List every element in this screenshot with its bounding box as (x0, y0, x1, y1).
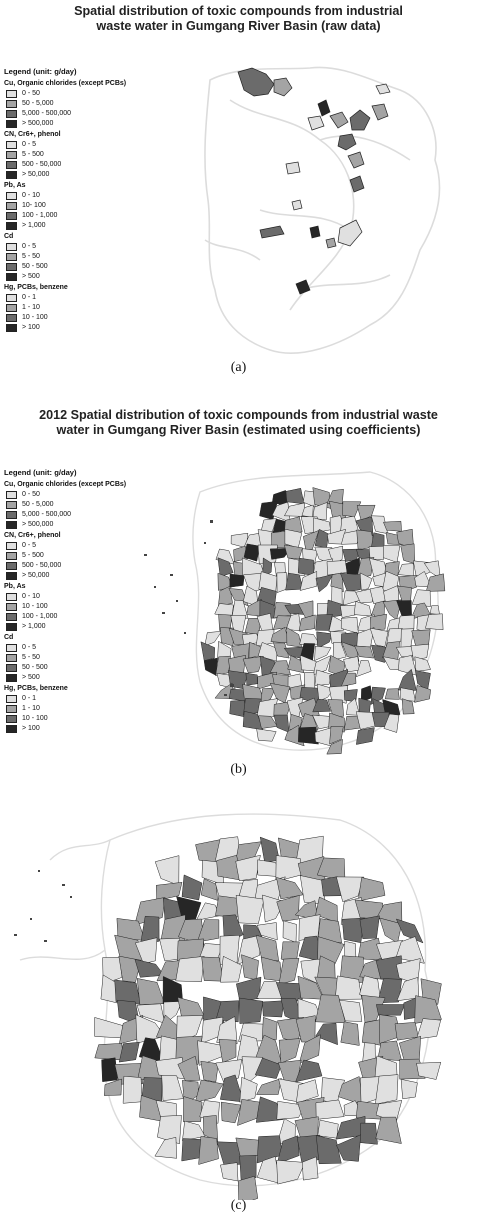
legend-class-row (6, 109, 126, 119)
district-polygon (318, 1120, 339, 1138)
legend-class-row (6, 500, 126, 510)
legend-class-label: 0 - 50 (22, 491, 40, 498)
district-polygon (344, 657, 360, 672)
legend-class-row (6, 714, 126, 724)
legend-class-label: > 50,000 (22, 171, 50, 178)
legend-class-label: 5,000 - 500,000 (22, 110, 72, 117)
district-polygon (327, 561, 347, 576)
legend-class-label: > 500,000 (22, 120, 54, 127)
legend-class-label: 0 - 10 (22, 192, 40, 199)
district-polygon (315, 670, 332, 686)
panel-a-legend (4, 68, 126, 333)
district-polygon (137, 978, 164, 1004)
panel-b-title-line1: 2012 Spatial distribution of toxic compounds from industrial waste (39, 408, 438, 422)
legend-swatch (6, 521, 17, 529)
legend-group-title: Pb, As (4, 583, 26, 590)
panel-b-legend (4, 469, 126, 734)
district-polygon (356, 728, 374, 745)
legend-class-label: 1 - 10 (22, 705, 40, 712)
legend-class-label: 5 - 50 (22, 253, 40, 260)
district-polygon (182, 875, 202, 900)
legend-swatch (6, 725, 17, 733)
district-polygon (372, 533, 385, 548)
district-polygon (162, 1075, 184, 1100)
district-polygon (401, 544, 415, 564)
district-polygon (370, 628, 388, 647)
district-polygons-c (95, 836, 442, 1200)
district-polygon (277, 573, 287, 593)
district-polygon (279, 1039, 300, 1064)
district-polygon (411, 644, 429, 660)
district-polygon (277, 895, 300, 921)
legend-group-title: Cu, Organic chlorides (except PCBs) (4, 481, 127, 488)
legend-class-row (6, 211, 126, 221)
legend-class-row (6, 520, 126, 530)
panel-b-title (0, 408, 477, 438)
legend-swatch (6, 151, 17, 159)
legend-swatch (6, 324, 17, 332)
legend-class-row (6, 704, 126, 714)
legend-class-row (6, 313, 126, 323)
district-polygon (95, 1043, 124, 1060)
scatter-islets-c (14, 870, 72, 942)
legend-class-label: 10 - 100 (22, 314, 48, 321)
district-polygon (415, 685, 431, 702)
district-polygon (241, 955, 258, 980)
legend-class-row (6, 272, 126, 282)
legend-swatch (6, 141, 17, 149)
legend-class-label: 0 - 50 (22, 90, 40, 97)
legend-class-row (6, 160, 126, 170)
district-polygon (201, 642, 215, 661)
legend-swatch (6, 542, 17, 550)
legend-class-label: 10 - 100 (22, 715, 48, 722)
district-polygon (95, 1017, 124, 1038)
legend-swatch (6, 674, 17, 682)
district-polygon (239, 998, 263, 1024)
legend-class-row (6, 170, 126, 180)
panel-a-title (0, 4, 477, 34)
legend-class-row (6, 140, 126, 150)
legend-class-label: 0 - 5 (22, 644, 37, 651)
district-polygon (299, 615, 315, 631)
legend-class-label: 500 - 50,000 (22, 161, 62, 168)
district-polygon (102, 1058, 118, 1082)
legend-swatch (6, 161, 17, 169)
district-polygon (220, 1163, 238, 1181)
legend-class-label: 5,000 - 500,000 (22, 511, 72, 518)
legend-class-row (6, 694, 126, 704)
legend-class-row (6, 561, 126, 571)
district-polygon (383, 545, 400, 562)
legend-class-label: > 1,000 (22, 623, 46, 630)
panel-c-map (10, 800, 470, 1200)
legend-group-title: Hg, PCBs, benzene (4, 284, 68, 291)
legend-swatch (6, 572, 17, 580)
legend-class-label: > 50,000 (22, 572, 50, 579)
district-polygon (426, 574, 445, 592)
legend-swatch (6, 171, 17, 179)
legend-class-row (6, 293, 126, 303)
legend-swatch (6, 100, 17, 108)
legend-swatch (6, 304, 17, 312)
legend-class-row (6, 242, 126, 252)
legend-swatch (6, 603, 17, 611)
legend-swatch (6, 552, 17, 560)
legend-class-label: > 500 (22, 273, 40, 280)
district-polygon (385, 689, 399, 700)
legend-class-label: 10 - 100 (22, 603, 48, 610)
district-polygon (360, 916, 380, 939)
legend-class-label: 50 - 5,000 (22, 100, 54, 107)
legend-class-row (6, 89, 126, 99)
legend-class-label: 0 - 5 (22, 542, 37, 549)
legend-class-row (6, 551, 126, 561)
legend-class-row (6, 673, 126, 683)
district-polygon (257, 1078, 282, 1094)
district-polygon (155, 1137, 177, 1158)
legend-swatch (6, 253, 17, 261)
legend-class-row (6, 119, 126, 129)
panel-a-caption: (a) (230, 360, 247, 375)
district-polygon (341, 1022, 360, 1046)
district-polygon (277, 1160, 305, 1184)
district-polygon (316, 1136, 341, 1164)
legend-class-label: 500 - 50,000 (22, 562, 62, 569)
district-polygon (219, 1039, 236, 1062)
legend-swatch (6, 644, 17, 652)
legend-swatch (6, 273, 17, 281)
legend-class-row (6, 643, 126, 653)
district-polygon (376, 1005, 404, 1016)
district-polygon (276, 856, 302, 882)
legend-swatch (6, 654, 17, 662)
legend-class-row (6, 663, 126, 673)
legend-swatch (6, 212, 17, 220)
legend-swatch (6, 314, 17, 322)
legend-class-row (6, 99, 126, 109)
legend-class-label: 0 - 1 (22, 294, 37, 301)
district-polygon (262, 1001, 284, 1017)
legend-swatch (6, 705, 17, 713)
legend-class-row (6, 724, 126, 734)
legend-swatch (6, 593, 17, 601)
legend-class-label: 0 - 10 (22, 593, 40, 600)
legend-class-label: 10- 100 (22, 202, 46, 209)
legend-group-title: Cu, Organic chlorides (except PCBs) (4, 80, 127, 87)
legend-class-row (6, 592, 126, 602)
legend-swatch (6, 511, 17, 519)
panel-c-caption: (c) (230, 1198, 247, 1213)
district-polygon (199, 1136, 219, 1164)
district-polygon (155, 856, 179, 886)
legend-swatch (6, 294, 17, 302)
district-polygon (201, 1061, 219, 1082)
legend-class-row (6, 303, 126, 313)
legend-header: Legend (unit: g/day) (4, 67, 77, 76)
panel-a-map (200, 60, 450, 370)
legend-class-row (6, 150, 126, 160)
legend-class-label: 100 - 1,000 (22, 212, 58, 219)
district-polygon (284, 545, 302, 559)
legend-class-label: > 500 (22, 674, 40, 681)
legend-swatch (6, 664, 17, 672)
district-polygon (354, 601, 371, 616)
district-polygon (298, 558, 314, 576)
district-polygon (246, 673, 258, 685)
legend-group-title: Hg, PCBs, benzene (4, 685, 68, 692)
legend-swatch (6, 120, 17, 128)
legend-class-row (6, 653, 126, 663)
legend-swatch (6, 562, 17, 570)
legend-class-label: 5 - 500 (22, 151, 44, 158)
legend-swatch (6, 192, 17, 200)
legend-class-row (6, 602, 126, 612)
legend-class-row (6, 510, 126, 520)
legend-class-row (6, 252, 126, 262)
legend-class-row (6, 490, 126, 500)
district-polygon (221, 1102, 241, 1123)
legend-swatch (6, 715, 17, 723)
legend-class-row (6, 622, 126, 632)
legend-class-row (6, 262, 126, 272)
district-polygon (335, 976, 362, 1000)
district-polygon (375, 1075, 398, 1105)
district-polygons-a (238, 68, 390, 294)
district-polygon (119, 1042, 139, 1062)
legend-class-row (6, 612, 126, 622)
district-polygon (176, 956, 205, 982)
district-polygon (228, 655, 245, 673)
legend-swatch (6, 263, 17, 271)
legend-class-row (6, 541, 126, 551)
district-polygon (236, 895, 264, 924)
district-polygon (398, 564, 413, 576)
legend-swatch (6, 623, 17, 631)
legend-group-title: Cd (4, 634, 14, 641)
legend-swatch (6, 110, 17, 118)
district-polygon (195, 1080, 223, 1102)
district-polygon (430, 606, 439, 615)
district-polygon (204, 658, 217, 675)
district-polygon (279, 958, 299, 984)
district-polygon (404, 998, 416, 1020)
district-polygon (230, 574, 244, 587)
legend-swatch (6, 243, 17, 251)
legend-class-label: 50 - 5,000 (22, 501, 54, 508)
legend-class-row (6, 191, 126, 201)
legend-class-label: > 100 (22, 324, 40, 331)
district-polygon (104, 1079, 121, 1096)
district-polygon (341, 617, 358, 633)
legend-class-label: 5 - 50 (22, 654, 40, 661)
panel-b-caption: (b) (230, 762, 247, 777)
legend-class-label: > 100 (22, 725, 40, 732)
legend-swatch (6, 222, 17, 230)
district-polygons-b (201, 488, 445, 755)
legend-swatch (6, 90, 17, 98)
district-polygon (360, 1123, 377, 1144)
panel-b-map (140, 462, 460, 762)
district-polygon (401, 1079, 417, 1099)
district-polygon (286, 488, 304, 504)
legend-group-title: CN, Cr6+, phenol (4, 131, 61, 138)
legend-class-row (6, 571, 126, 581)
legend-swatch (6, 202, 17, 210)
legend-class-label: 50 - 500 (22, 664, 48, 671)
legend-swatch (6, 613, 17, 621)
legend-class-label: 0 - 5 (22, 243, 37, 250)
legend-header: Legend (unit: g/day) (4, 468, 77, 477)
legend-group-title: Cd (4, 233, 14, 240)
legend-swatch (6, 501, 17, 509)
legend-group-title: CN, Cr6+, phenol (4, 532, 61, 539)
legend-class-label: 50 - 500 (22, 263, 48, 270)
legend-class-label: 0 - 1 (22, 695, 37, 702)
legend-class-row (6, 201, 126, 211)
legend-class-label: > 1,000 (22, 222, 46, 229)
district-polygon (283, 921, 297, 943)
legend-class-label: 100 - 1,000 (22, 613, 58, 620)
legend-class-label: > 500,000 (22, 521, 54, 528)
district-polygon (395, 1022, 418, 1040)
district-polygon (274, 715, 289, 732)
legend-swatch (6, 695, 17, 703)
district-polygon (240, 1077, 257, 1102)
legend-group-title: Pb, As (4, 182, 26, 189)
legend-class-row (6, 323, 126, 333)
legend-swatch (6, 491, 17, 499)
district-polygon (257, 729, 277, 741)
district-polygon (358, 878, 385, 902)
district-polygon (316, 1100, 344, 1120)
panel-b-title-line2: water in Gumgang River Basin (estimated using coefficients) (56, 423, 421, 437)
legend-class-row (6, 221, 126, 231)
legend-class-label: 5 - 500 (22, 552, 44, 559)
legend-class-label: 1 - 10 (22, 304, 40, 311)
legend-class-label: 0 - 5 (22, 141, 37, 148)
district-polygon (123, 1076, 142, 1103)
panel-a-title-line2: waste water in Gumgang River Basin (raw data) (96, 19, 381, 33)
panel-a-title-line1: Spatial distribution of toxic compounds from industrial (74, 4, 403, 18)
